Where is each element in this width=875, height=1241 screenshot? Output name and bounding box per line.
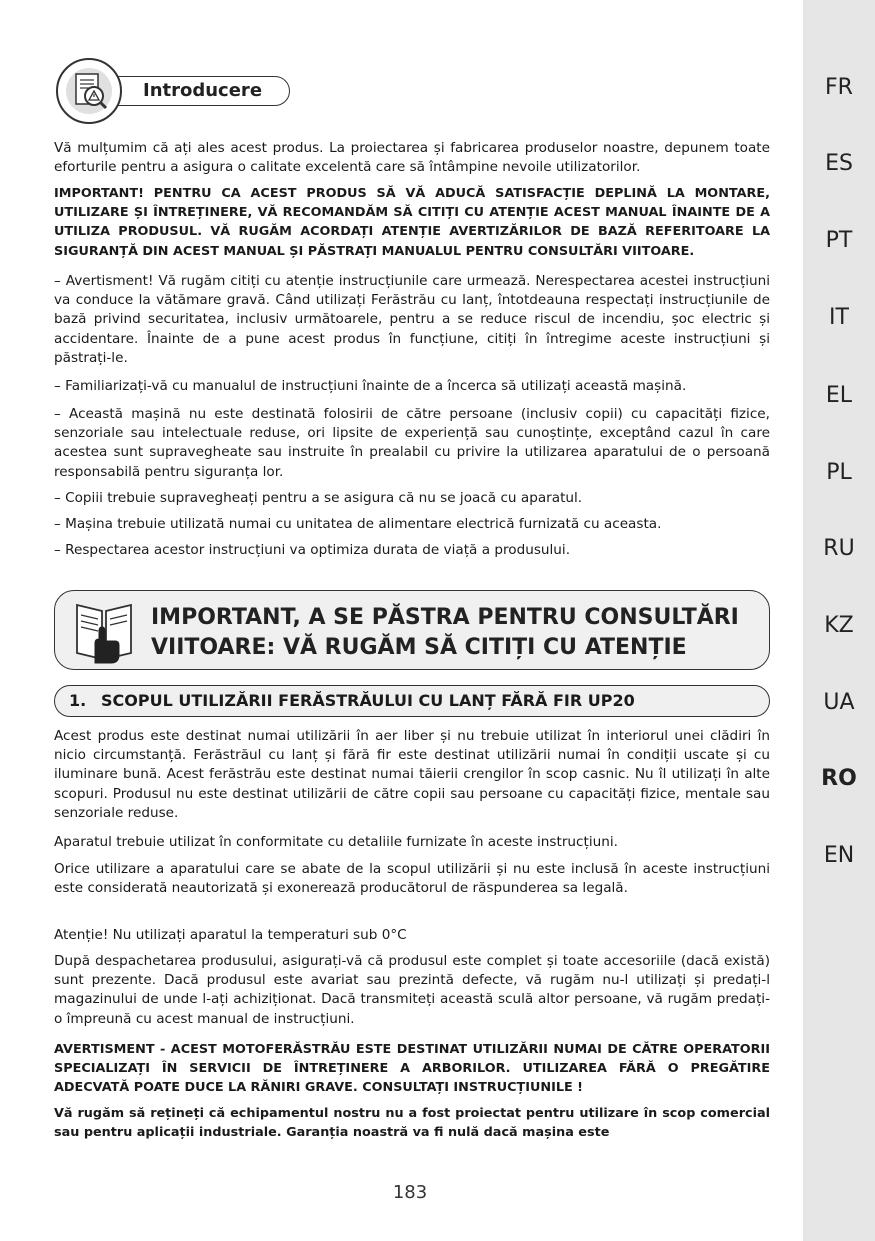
intro-bullet-lifetime: – Respectarea acestor instrucțiuni va optimiza durata de viață a produsului.	[54, 542, 571, 558]
intro-important-notice: IMPORTANT! PENTRU CA ACEST PRODUS SĂ VĂ ADUCĂ SATISFACȚIE DEPLINĂ LA MONTARE, UTILIZARE ȘI ÎNTREȚINERE, VĂ RECOMANDĂM SĂ CITIȚI CU ATENȚIE ACEST MANUAL ÎNAINTE DE A UTILIZA PRODUSUL. VĂ RUGĂM ACORDAȚI ATENȚIE AVERTIZĂRILOR DE BAZĂ REFERITOARE LA SIGURANȚĂ DIN ACEST MANUAL ȘI PĂSTRAȚI MANUALUL PENTRU CONSULTĂRI VIITOARE.	[54, 186, 770, 259]
intro-bullet-familiarize: – Familiarizați-vă cu manualul de instrucțiuni înainte de a încerca să utilizați această mașină.	[54, 378, 687, 394]
read-manual-icon	[69, 597, 139, 665]
important-keep-title	[151, 603, 739, 663]
important-keep-box	[54, 590, 770, 670]
lang-kz[interactable]: KZ	[824, 613, 854, 638]
section-1-paragraph-3: Orice utilizare a aparatului care se abate de la scopul utilizării și nu este inclusă în aceste instrucțiuni este considerată neautorizată și exonerează producătorul de răspunderea sa legală.	[54, 861, 770, 897]
section-1-paragraph-unpacking: După despachetarea produsului, asigurați-vă că produsul este complet și toate accesoriile (dacă există) sunt prezente. Dacă produsul este avariat sau prezintă defecte, vă rugăm nu-l utilizați și predați-l magazinului de unde l-ați achiziționat. Dacă transmiteți această sculă altor persoane, vă rugăm predați-o împreună cu acest manual de instrucțiuni.	[54, 953, 770, 1027]
section-1-title: SCOPUL UTILIZĂRII FERĂSTRĂULUI CU LANȚ FĂRĂ FIR UP20	[101, 691, 635, 710]
lang-el[interactable]: EL	[825, 383, 853, 408]
intro-header	[54, 58, 294, 124]
section-1-header	[54, 685, 770, 717]
important-keep-line-2: VIITOARE: VĂ RUGĂM SĂ CITIȚI CU ATENȚIE	[151, 635, 687, 660]
lang-fr[interactable]: FR	[825, 75, 853, 100]
lang-pl[interactable]: PL	[826, 460, 852, 485]
important-keep-line-1: IMPORTANT, A SE PĂSTRA PENTRU CONSULTĂRI	[151, 605, 739, 630]
section-1-number: 1.	[69, 691, 87, 710]
section-1-operator-warning: AVERTISMENT - ACEST MOTOFERĂSTRĂU ESTE DESTINAT UTILIZĂRII NUMAI DE CĂTRE OPERATORII SPECIALIZAȚI ÎN SERVICII DE ÎNTREȚINERE A ARBORILOR. UTILIZAREA FĂRĂ O PREGĂTIRE ADECVATĂ POATE DUCE LA RĂNIRI GRAVE. CONSULTAȚI INSTRUCȚIUNILE !	[54, 1042, 770, 1096]
lang-en[interactable]: EN	[823, 843, 855, 868]
intro-title: Introducere	[143, 80, 263, 101]
intro-bullet-power-unit: – Mașina trebuie utilizată numai cu unitatea de alimentare electrică furnizată cu aceasta.	[54, 516, 662, 532]
lang-ro-active[interactable]: RO	[821, 766, 857, 791]
section-1-paragraph-2: Aparatul trebuie utilizat în conformitate cu detaliile furnizate în aceste instrucțiuni.	[54, 834, 618, 850]
section-1-temperature-warning: Atenție! Nu utilizați aparatul la temperaturi sub 0°C	[54, 927, 407, 943]
intro-paragraph-1: Vă mulțumim că ați ales acest produs. La proiectarea și fabricarea produselor noastre, depunem toate eforturile pentru a asigura o calitate excelentă care să întâmpine nevoile utilizatorilor.	[54, 140, 770, 176]
intro-title-pill	[94, 76, 290, 106]
intro-bullet-persons: – Această mașină nu este destinată folosirii de către persoane (inclusiv copii) cu capacități fizice, senzoriale sau intelectuale reduse, ori lipsite de experiență sau cunoștințe, exceptând cazul în care acestea sunt supravegheate sau instruite în prealabil cu privire la utilizarea aparatului de o persoană responsabilă pentru siguranța lor.	[54, 406, 770, 480]
intro-bullet-children: – Copiii trebuie supravegheați pentru a se asigura că nu se joacă cu aparatul.	[54, 490, 583, 506]
page-number: 183	[392, 1182, 428, 1203]
lang-ua[interactable]: UA	[823, 690, 855, 715]
intro-warning-paragraph: – Avertisment! Vă rugăm citiți cu atenție instrucțiunile care urmează. Nerespectarea acestei instrucțiuni va conduce la vătămare gravă. Când utilizați Ferăstrău cu lanț, întotdeauna respectați instrucțiunile de bază privind securitatea, inclusiv următoarele, pentru a se reduce riscul de incendiu, șoc electric și accidentare. Înainte de a pune acest produs în funcțiune, citiți în întregime aceste instrucțiuni și păstrați-le.	[54, 273, 770, 366]
lang-es[interactable]: ES	[825, 151, 853, 176]
section-1-paragraph-1: Acest produs este destinat numai utilizării în aer liber și nu trebuie utilizat în interiorul unei clădiri în nicio circumstanță. Ferăstrăul cu lanț și fără fir este destinat utilizării numai în condiții uscate și cu iluminare bună. Acest ferăstrău este destinat numai tăierii crengilor în scop casnic. Nu îl utilizați în alte scopuri. Produsul nu este destinat utilizării de către copii sau persoane cu capacități fizice, mentale sau senzoriale reduse.	[54, 728, 770, 821]
lang-pt[interactable]: PT	[825, 228, 853, 253]
section-1-commercial-use-notice: Vă rugăm să rețineți că echipamentul nostru nu a fost proiectat pentru utilizare în scop comercial sau pentru aplicații industriale. Garanția noastră va fi nulă dacă mașina este	[54, 1106, 770, 1141]
language-sidebar	[803, 0, 875, 1241]
lang-it[interactable]: IT	[829, 305, 849, 330]
document-warning-icon	[56, 58, 122, 124]
lang-ru[interactable]: RU	[823, 536, 855, 561]
